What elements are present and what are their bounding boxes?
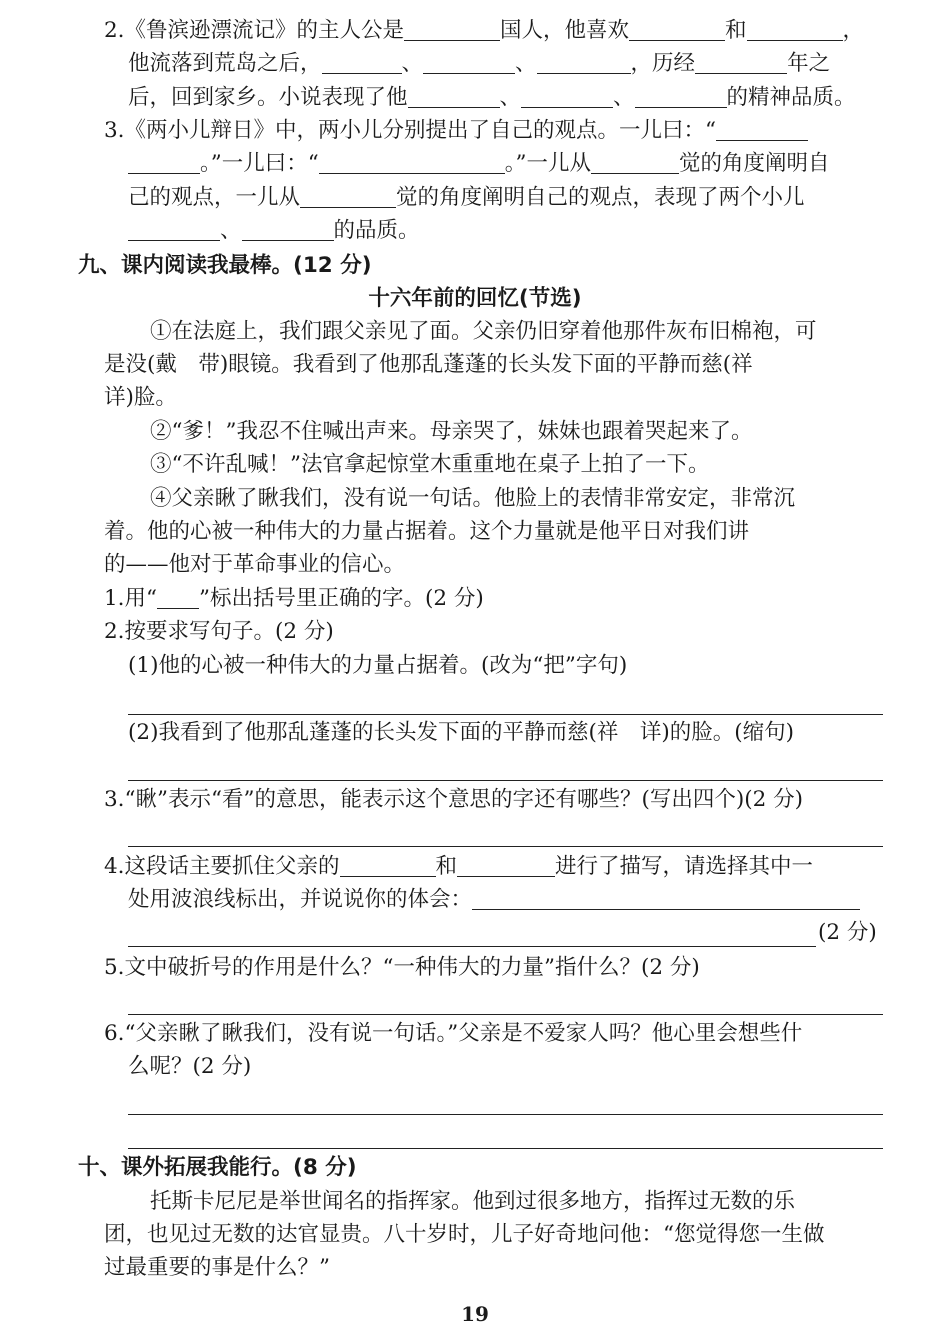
q9-4-score: (2 分) xyxy=(818,920,877,945)
blank[interactable] xyxy=(695,51,787,74)
blank[interactable] xyxy=(457,854,555,877)
answer-line[interactable] xyxy=(128,1148,883,1149)
q8-3-line2: 。”一儿曰：“ 。”一儿从 觉的角度阐明自 xyxy=(128,149,830,179)
blank[interactable] xyxy=(128,151,200,174)
s10-line1: 托斯卡尼尼是举世闻名的指挥家。他到过很多地方，指挥过无数的乐 xyxy=(150,1189,796,1214)
para3: ③“不许乱喊！”法官拿起惊堂木重重地在桌子上拍了一下。 xyxy=(150,452,710,477)
passage-title: 十六年前的回忆(节选) xyxy=(368,286,582,311)
blank[interactable] xyxy=(319,151,505,174)
q9-1: 1.用“ ”标出括号里正确的字。(2 分) xyxy=(104,586,484,611)
q8-2-line3: 后，回到家乡。小说表现了他 、 、 的精神品质。 xyxy=(128,85,856,110)
q9-4-line1: 4.这段话主要抓住父亲的 和 进行了描写，请选择其中一 xyxy=(104,854,814,879)
q9-3: 3.“瞅”表示“看”的意思，能表示这个意思的字还有哪些？(写出四个)(2 分) xyxy=(104,787,804,812)
blank[interactable] xyxy=(408,85,500,108)
blank[interactable] xyxy=(423,51,515,74)
blank[interactable] xyxy=(300,185,396,208)
blank[interactable] xyxy=(591,151,679,174)
page-number: 19 xyxy=(461,1302,489,1326)
para2: ②“爹！”我忍不住喊出声来。母亲哭了，妹妹也跟着哭起来了。 xyxy=(150,419,753,444)
blank[interactable] xyxy=(340,854,436,877)
blank[interactable] xyxy=(716,118,808,141)
q9-2: 2.按要求写句子。(2 分) xyxy=(104,619,334,644)
s10-line3: 过最重要的事是什么？” xyxy=(104,1255,330,1280)
q9-5: 5.文中破折号的作用是什么？“一种伟大的力量”指什么？(2 分) xyxy=(104,955,700,980)
q8-3-line4: 、 的品质。 xyxy=(128,216,420,246)
blank[interactable] xyxy=(629,18,725,41)
para4-line1: ④父亲瞅了瞅我们，没有说一句话。他脸上的表情非常安定，非常沉 xyxy=(150,486,796,511)
blank[interactable] xyxy=(747,18,843,41)
q9-4-line2: 处用波浪线标出，并说说你的体会： xyxy=(128,885,860,915)
answer-line[interactable] xyxy=(128,714,883,715)
q8-2-line1: 2.《鲁滨逊漂流记》的主人公是 国人，他喜欢 和 ， xyxy=(104,18,865,43)
blank[interactable] xyxy=(242,218,334,241)
q9-2-2: (2)我看到了他那乱蓬蓬的长头发下面的平静而慈(祥 详)的脸。(缩句) xyxy=(128,720,795,745)
q9-6-line2: 么呢？(2 分) xyxy=(128,1054,252,1079)
answer-line[interactable] xyxy=(128,780,883,781)
blank[interactable] xyxy=(322,51,402,74)
blank[interactable] xyxy=(635,85,727,108)
para1-line3: 详)脸。 xyxy=(104,385,177,410)
answer-line[interactable] xyxy=(128,1014,883,1015)
blank[interactable] xyxy=(404,18,500,41)
blank[interactable] xyxy=(537,51,631,74)
q8-2-line2: 他流落到荒岛之后， 、 、 ，历经 年之 xyxy=(128,51,831,76)
answer-line[interactable] xyxy=(128,846,883,847)
q8-3-line3: 己的观点，一儿从 觉的角度阐明自己的观点，表现了两个小儿 xyxy=(128,185,805,210)
blank[interactable] xyxy=(472,887,860,910)
answer-line[interactable] xyxy=(128,1114,883,1115)
answer-line[interactable] xyxy=(128,946,816,947)
para1-line1: ①在法庭上，我们跟父亲见了面。父亲仍旧穿着他那件灰布旧棉袍，可 xyxy=(150,319,817,344)
q9-6-line1: 6.“父亲瞅了瞅我们，没有说一句话。”父亲是不爱家人吗？他心里会想些什 xyxy=(104,1021,803,1046)
blank xyxy=(157,586,199,609)
blank[interactable] xyxy=(128,218,220,241)
section-10-heading: 十、课外拓展我能行。(8 分) xyxy=(78,1155,357,1180)
section-9-heading: 九、课内阅读我最棒。(12 分) xyxy=(78,253,372,278)
q8-3-line1: 3.《两小儿辩日》中，两小儿分别提出了自己的观点。一儿曰：“ xyxy=(104,116,808,146)
blank[interactable] xyxy=(521,85,613,108)
para4-line3: 的——他对于革命事业的信心。 xyxy=(104,552,406,577)
para1-line2: 是没(戴 带)眼镜。我看到了他那乱蓬蓬的长头发下面的平静而慈(祥 xyxy=(104,352,753,377)
q9-2-1: (1)他的心被一种伟大的力量占据着。(改为“把”字句) xyxy=(128,653,628,678)
s10-line2: 团，也见过无数的达官显贵。八十岁时，儿子好奇地问他：“您觉得您一生做 xyxy=(104,1222,825,1247)
para4-line2: 着。他的心被一种伟大的力量占据着。这个力量就是他平日对我们讲 xyxy=(104,519,750,544)
